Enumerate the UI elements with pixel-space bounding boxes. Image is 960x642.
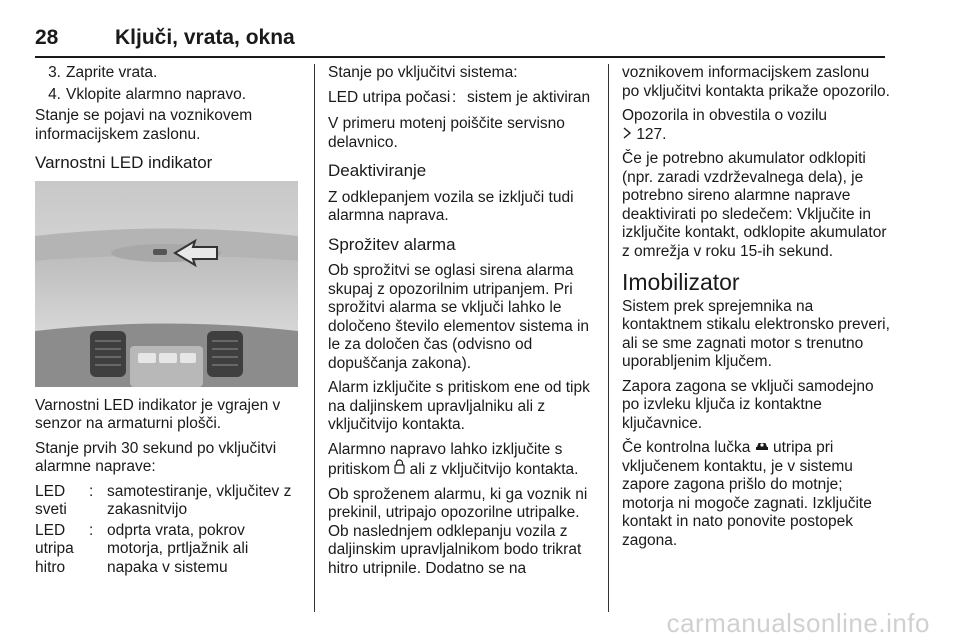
paragraph: Ob sproženem alarmu, ki ga voznik ni prekinil, utripajo opozorilne utripalke. Ob naslednjem odklepanju vozila z daljinskim upravljalnikom bodo trikrat hitro utripnile. Dodatno se na [328, 485, 588, 577]
page-reference-icon [622, 127, 632, 139]
state-row: LED utripa hitro : odprta vrata, pokrov motorja, prtljažnik ali napaka v sistemu [35, 521, 249, 576]
section-heading: Imobilizator [622, 269, 740, 295]
header-rule [35, 56, 885, 58]
dashboard-led-photo [35, 181, 298, 387]
paragraph: Stanje se pojavi na voznikovem informacijskem zaslonu. [35, 107, 253, 143]
state-row: LED utripa počasi : sistem je aktiviran [328, 88, 591, 106]
paragraph: Alarmno napravo lahko izključite s pritiskom ali z vključitvijo kontakta. [328, 440, 579, 478]
section-heading: Deaktiviranje [328, 161, 427, 180]
paragraph: Stanje po vključitvi sistema: [328, 64, 518, 81]
list-item: 4. Vklopite alarmno napravo. [48, 85, 247, 103]
watermark: carmanualsonline.info [666, 608, 930, 638]
paragraph: V primeru motenj poiščite servisno delavnico. [328, 115, 565, 151]
page-header [35, 26, 885, 52]
paragraph: Z odklepanjem vozila se izključi tudi alarmna naprava. [328, 188, 574, 224]
column-1 [35, 64, 303, 579]
section-heading: Sprožitev alarma [328, 234, 456, 254]
page-number: 28 [35, 26, 59, 49]
paragraph: Stanje prvih 30 sekund po vključitvi alarmne naprave: [35, 439, 277, 475]
paragraph: Ob sprožitvi se oglasi sirena alarma skupaj z opozorilnim utripanjem. Pri sprožitvi alarma se vključi lahko le določeno število elementov sistema in le za določen čas (odvisno od dopuščanja zakona). [328, 262, 590, 372]
column-divider [608, 64, 609, 612]
figure-caption: Varnostni LED indikator je vgrajen v senzor na armaturni plošči. [35, 396, 281, 432]
paragraph: Če kontrolna lučka utripa pri vključenem kontaktu, je v sistemu zapore zagona prišlo do motnje; motorja ni mogoče zagnati. Izključite kontakt in nato ponovite postopek zagona. [622, 439, 872, 549]
paragraph: Če je potrebno akumulator odklopiti (npr. zaradi vzdrževalnega dela), je potrebno sireno alarmne naprave deaktivirati po sledečem: Vključite in izključite kontakt, odklopite akumulator z omrežja v roku 15-ih sekund. [622, 150, 887, 260]
section-heading: Varnostni LED indikator [35, 153, 213, 172]
page-title: Ključi, vrata, okna [115, 26, 295, 49]
state-row: LED sveti : samotestiranje, vključitev z zakasnitvijo [35, 482, 292, 518]
paragraph: Zapora zagona se vključi samodejno po izvleku ključa iz kontaktne ključavnice. [622, 377, 874, 432]
immobilizer-warning-icon [755, 440, 769, 452]
paragraph: voznikovem informacijskem zaslonu po vključitvi kontakta prikaže opozorilo. [622, 64, 890, 100]
cross-reference: Opozorila in obvestila o vozilu 127. [622, 107, 828, 143]
column-2 [328, 64, 596, 584]
list-item: 3. Zaprite vrata. [48, 64, 158, 81]
lock-icon [394, 459, 405, 474]
column-3 [622, 64, 890, 556]
column-divider [314, 64, 315, 612]
paragraph: Sistem prek sprejemnika na kontaktnem stikalu elektronsko preveri, ali se sme zagnati motor s trenutno uporabljenim ključem. [622, 297, 890, 370]
paragraph: Alarm izključite s pritiskom ene od tipk na daljinskem upravljalniku ali z vključitvijo kontakta. [328, 379, 590, 433]
